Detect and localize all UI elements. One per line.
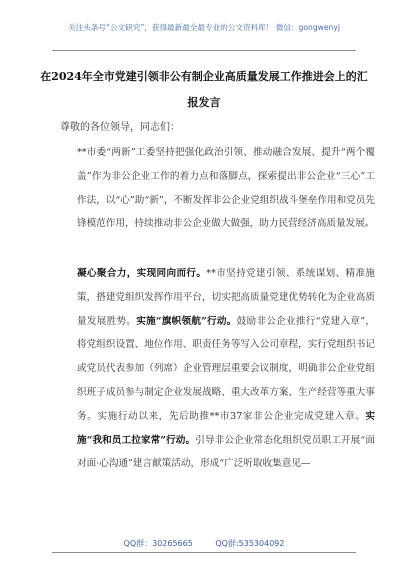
paragraph-2-text-1: **市坚持党建引领、系统谋划、精准施策，搭建党组织发挥作用平台，切实把高质量党建优势转化为企业高质量发展胜势。 (77, 268, 376, 327)
salutation: 尊敬的各位领导，同志们： (60, 122, 180, 133)
paragraph-2-lead: 凝心聚合力，实现同向而行。 (77, 268, 207, 279)
footer-qq-group-1: QQ群：30265665 (123, 539, 193, 548)
paragraph-1: **市委“两新”工委坚持把强化政治引领、推动融合发展、提升“两个覆盖”作为非公企业工作的着力点和落脚点，探索提出非公企业“三心”工作法，以“心”助“新”，不断发挥非公企业党组织战斗堡垒作用和党员先锋模范作用，持续推动非公企业做大做强，助力民营经济高质量发展。 (77, 147, 375, 230)
paragraph-2-bold-2: 实施“我和员工拉家常”行动。 (77, 410, 375, 446)
footer-divider (52, 552, 356, 553)
document-title: 在2024年全市党建引领非公有制企业高质量发展工作推进会上的汇报发言 (40, 70, 368, 109)
paragraph-2-text-2: 鼓励非公企业推行“党建入章”，将党组织设置、地位作用、职责任务等写入公司章程，实行党组织书记或党员代表参加（列席）企业管理层重要会议制度，明确非公企业党组织班子成员参与制定企业发展战略、重大改革方案、生产经营等重大事务。实施行动以来，先后助推**市37家非公企业完成党建入章。 (77, 315, 375, 422)
paragraph-2-text-3: 引导非公企业常态化组织党员职工开展“面对面·心沟通”建言献策活动，形成“广泛听取收集意见— (77, 434, 376, 470)
footer-qq-group-2: QQ群:535304092 (215, 539, 285, 548)
paragraph-2-bold-1: 实施“旗帜领航”行动。 (136, 315, 237, 327)
header-promo-note: 关注头条号“公文研究”，获得最新最全最专业的公文资料库！ 微信：gongwenyj (68, 23, 340, 32)
footer-contacts (0, 538, 408, 549)
paragraph-2 (58, 262, 375, 476)
header-divider (52, 50, 356, 51)
